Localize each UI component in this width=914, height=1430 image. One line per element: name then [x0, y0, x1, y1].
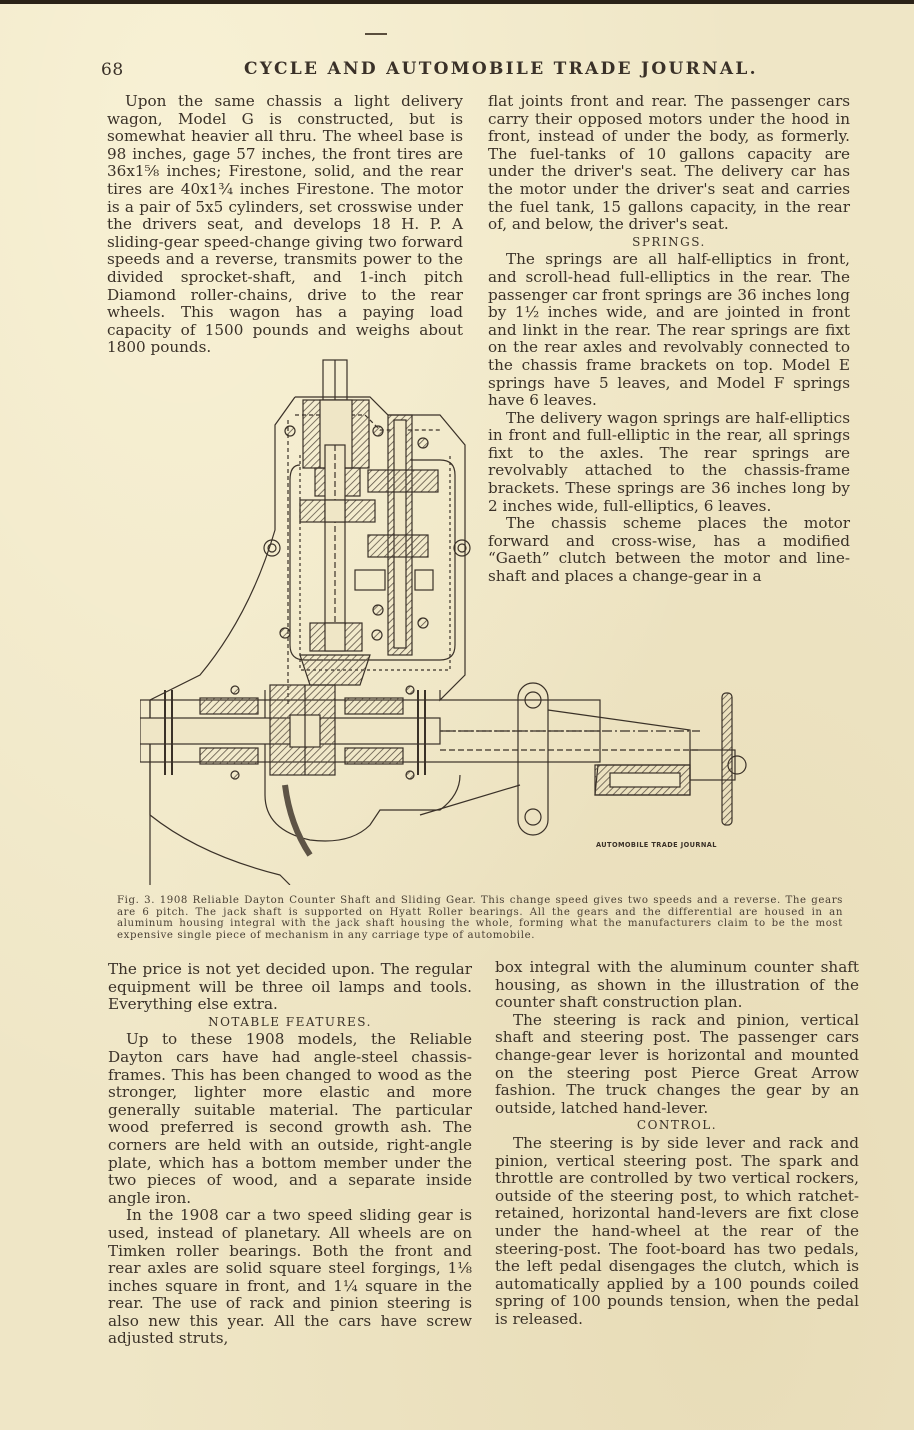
bottom-right-column [495, 959, 859, 1328]
continued-paragraph: box integral with the aluminum counter shaft housing, as shown in the illustration of the counter shaft construction plan. [495, 958, 859, 1012]
figure-caption: Fig. 3. 1908 Reliable Dayton Counter Shaft and Sliding Gear. This change speed gives two speeds and a reverse. The gears are 6 pitch. The jack shaft is supported on Hyatt Roller bearings. All the gears and the differential are housed in an aluminum housing integral with the jack shaft housing the whole, forming what the manufacturers claim to be the most expensive single piece of mechanism in any carriage type of automobile. [117, 895, 843, 941]
section-heading-control: CONTROL. [636, 1118, 718, 1133]
scan-top-edge [0, 0, 914, 4]
journal-title: CYCLE AND AUTOMOBILE TRADE JOURNAL. [244, 59, 758, 79]
paragraph: The steering is by side lever and rack and pinion, vertical steering post. The spark and throttle are controlled by two vertical rockers, outside of the steering post, to which ratchet-retained, horizontal hand-levers are fixt close under the hand-wheel at the rear of the steering-post. The foot-board has two pedals, the left pedal disengages the clutch, which is automatically applied by a 100 pounds coiled spring of 100 pounds tension, when the pedal is released. [495, 1133, 859, 1328]
figure-credit: AUTOMOBILE TRADE JOURNAL [596, 841, 717, 849]
paragraph: The delivery wagon springs are half-elliptics in front and full-elliptic in the rear, all springs fixt to the axles. The rear springs are revolvably attached to the chassis-frame brackets. These springs are 36 inches long by 2 inches wide, full-elliptics, 6 leaves. [488, 408, 850, 515]
paragraph: Up to these 1908 models, the Reliable Dayton cars have had angle-steel chassis-frames. This has been changed to wood as the stronger, lighter more elastic and more generally suitable material. The particular wood preferred is second growth ash. The corners are held with an outside, right-angle plate, which has a bottom member under the two pieces of wood, and a separate inside angle iron. [108, 1030, 472, 1207]
continued-paragraph: flat joints front and rear. The passenger cars carry their opposed motors under the hood in front, instead of under the body, as formerly. The fuel-tanks of 10 gallons capacity are under the driver's seat. The delivery car has the motor under the driver's seat and carries the fuel tank, 15 gallons capacity, in the rear of, and below, the driver's seat. [488, 92, 850, 234]
page-number: 68 [101, 60, 124, 80]
section-heading-notable-features: NOTABLE FEATURES. [208, 1014, 372, 1029]
continued-paragraph: The price is not yet decided upon. The regular equipment will be three oil lamps and tools. Everything else extra. [108, 960, 472, 1014]
paragraph: The steering is rack and pinion, vertical shaft and steering post. The passenger cars change-gear lever is horizontal and mounted on the steering post Pierce Great Arrow fashion. The truck changes the gear by an outside, latched hand-lever. [495, 1010, 859, 1117]
gear-cross-section-drawing [140, 355, 760, 885]
top-left-column [107, 93, 463, 357]
paragraph: Upon the same chassis a light delivery wagon, Model G is constructed, but is somewhat heavier all thru. The wheel base is 98 inches, gage 57 inches, the front tires are 36x1⅝ inches; Firestone, solid, and the rear tires are 40x1¾ inches Firestone. The motor is a pair of 5x5 cylinders, set crosswise under the drivers seat, and develops 18 H. P. A sliding-gear speed-change giving two forward speeds and a reverse, transmits power to the divided sprocket-shaft, and 1-inch pitch Diamond roller-chains, drive to the rear wheels. This wagon has a paying load capacity of 1500 pounds and weighs about 1800 pounds. [107, 92, 463, 357]
counter-shaft-illustration [140, 355, 760, 885]
bottom-left-column [108, 961, 472, 1348]
section-heading-springs: SPRINGS. [632, 234, 706, 249]
paragraph: The chassis scheme places the motor forward and cross-wise, has a modified “Gaeth” clutch between the motor and line-shaft and places a change-gear in a [488, 514, 850, 586]
paper-mark [365, 33, 387, 35]
paragraph: In the 1908 car a two speed sliding gear is used, instead of planetary. All wheels are on Timken roller bearings. Both the front and rear axles are solid square steel forgings, 1⅛ inches square in front, and 1¼ square in the rear. The use of rack and pinion steering is also new this year. All the cars have screw adjusted struts, [108, 1206, 472, 1348]
paragraph: The springs are all half-elliptics in front, and scroll-head full-elliptics in the rear. The passenger car front springs are 36 inches long by 1½ inches wide, and are jointed in front and linkt in the rear. The rear springs are fixt on the rear axles and revolvably connected to the chassis frame brackets on top. Model E springs have 5 leaves, and Model F springs have 6 leaves. [488, 250, 850, 410]
